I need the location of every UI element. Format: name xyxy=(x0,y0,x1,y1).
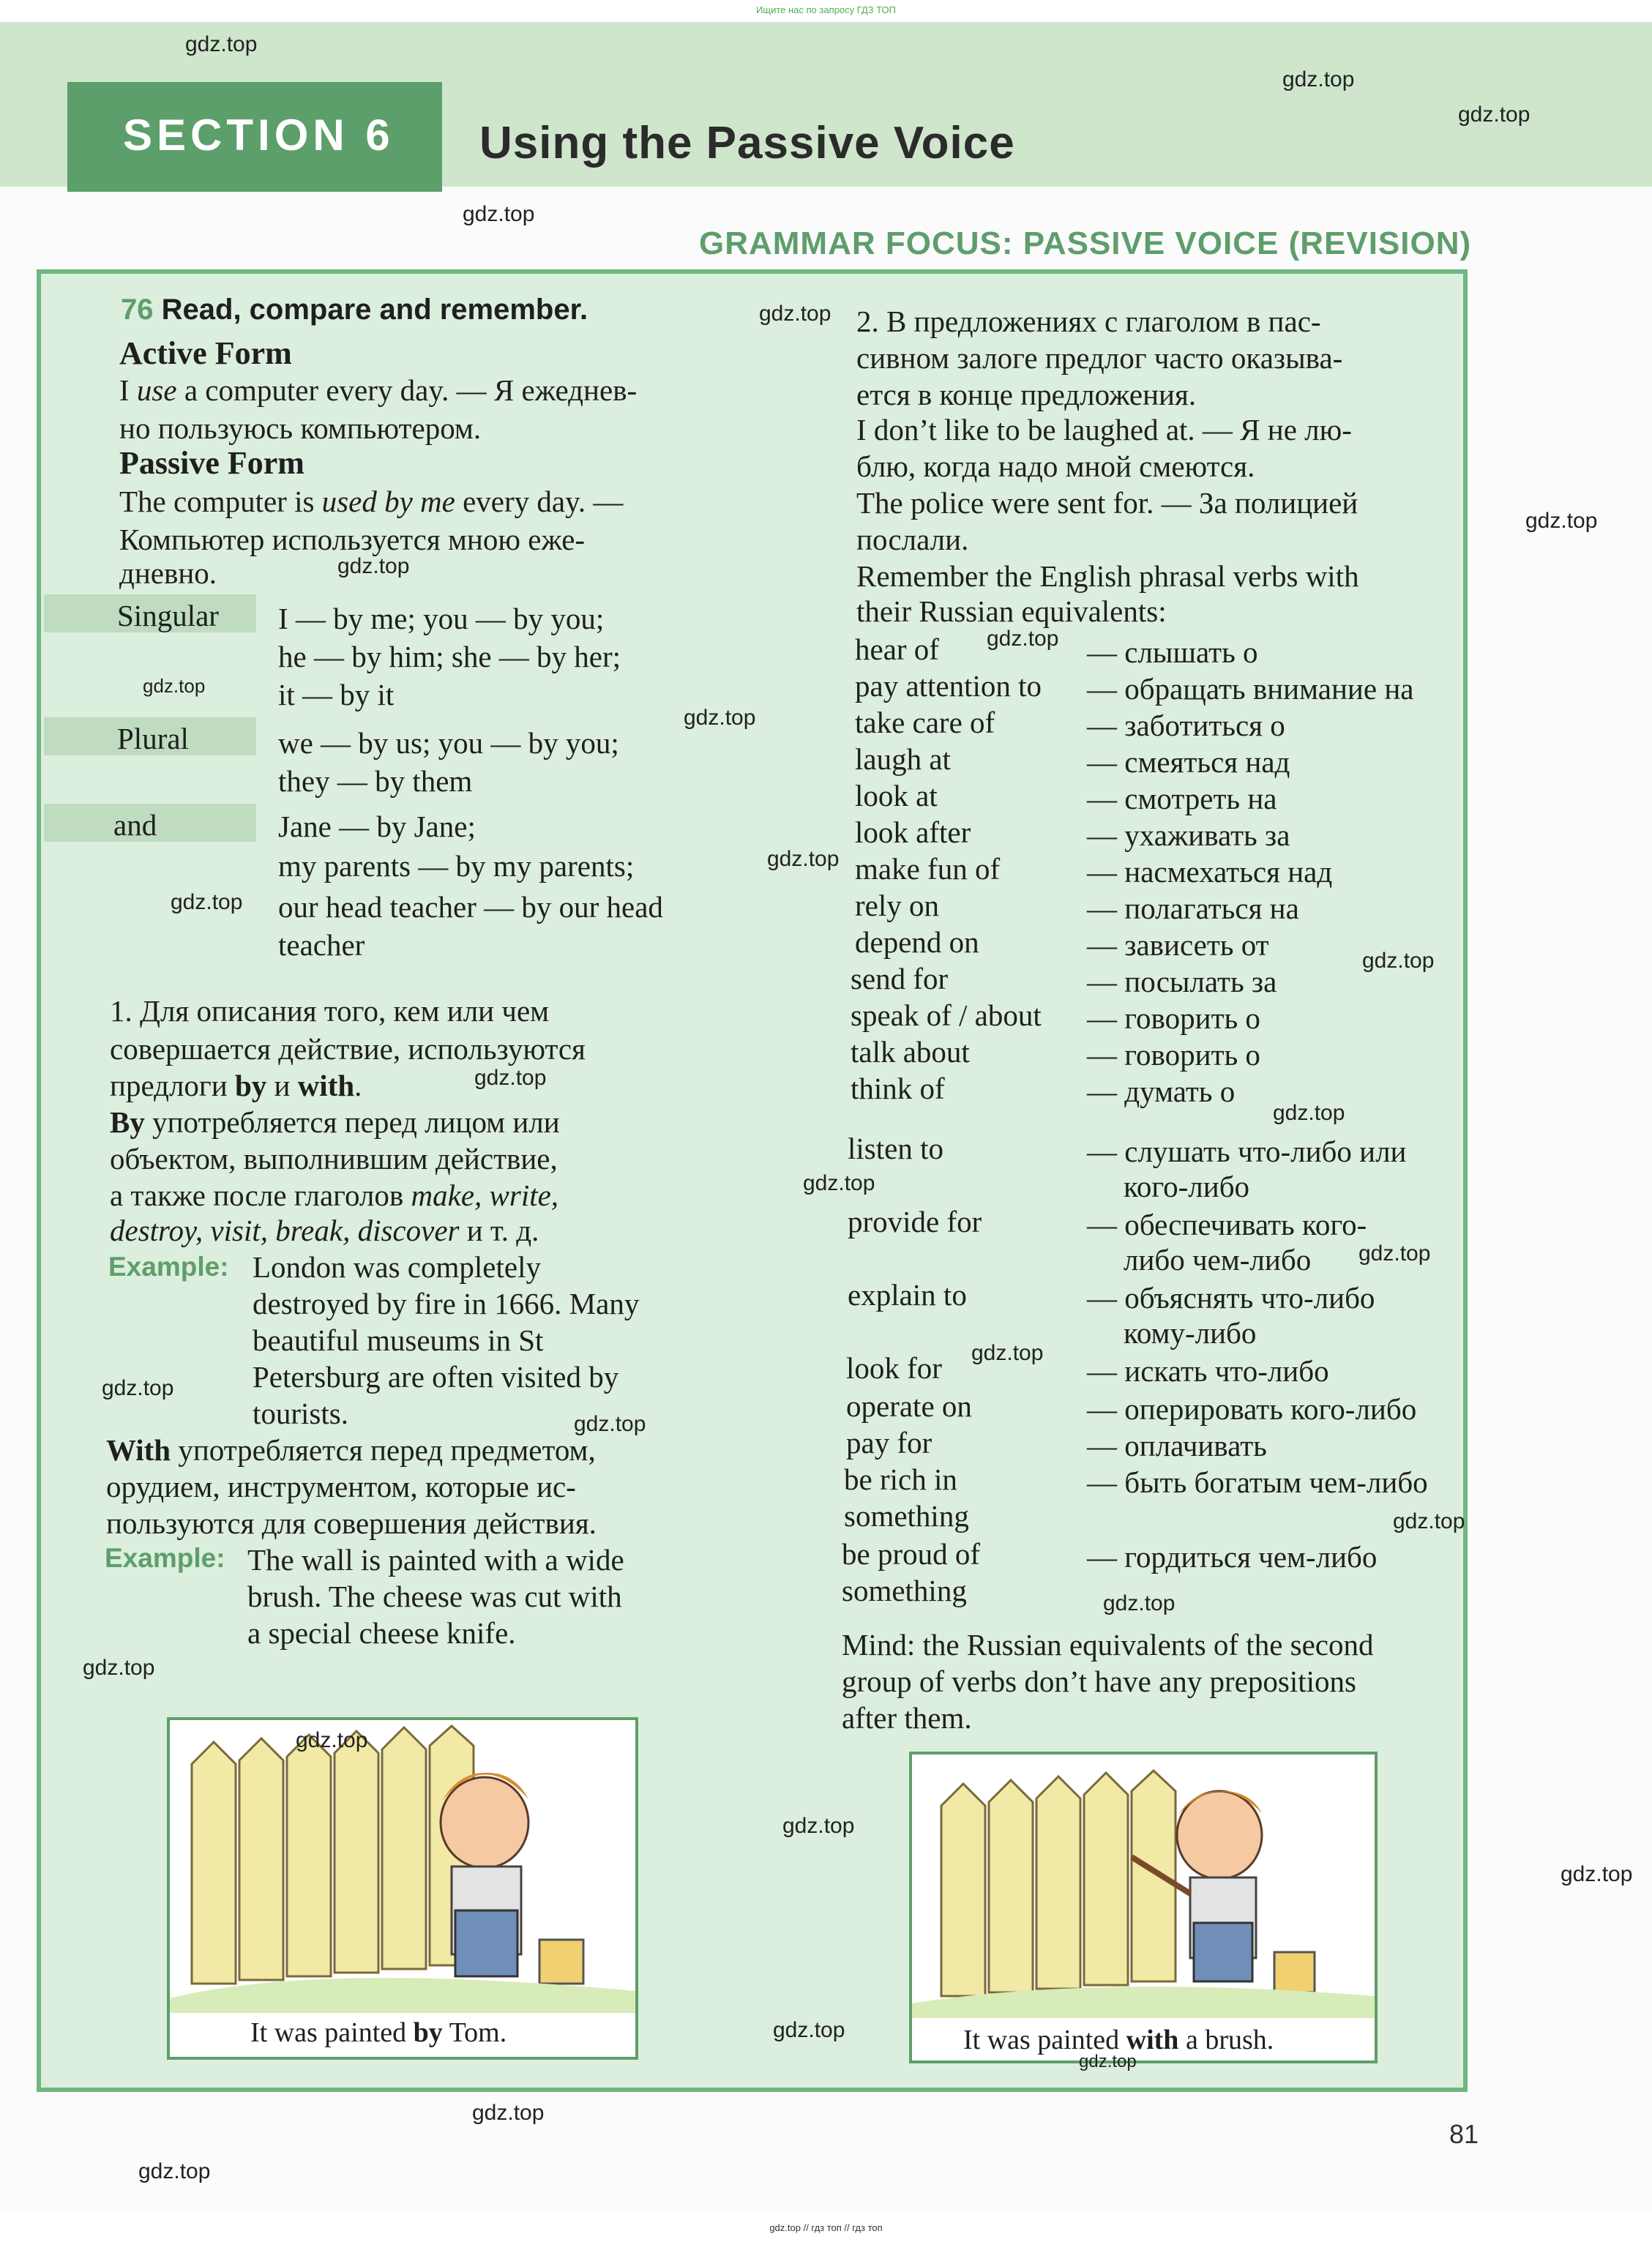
verb-ru: — ухаживать за xyxy=(1087,818,1290,852)
watermark: gdz.top xyxy=(1103,1591,1176,1615)
example1-line-1: London was completely xyxy=(253,1250,541,1284)
note2-line-8: Remember the English phrasal verbs with xyxy=(856,559,1359,593)
verb-ru: — зависеть от xyxy=(1087,928,1269,962)
verb-en: look after xyxy=(855,815,971,849)
watermark: gdz.top xyxy=(1079,2052,1137,2071)
and-line-2: my parents — by my parents; xyxy=(278,849,635,883)
page-number: 81 xyxy=(1449,2119,1479,2149)
note2-line-6: The police were sent for. — За полицией xyxy=(856,486,1358,520)
verb-ru: — думать о xyxy=(1087,1075,1236,1108)
verb-en: hear of xyxy=(855,632,939,666)
and-line-1: Jane — by Jane; xyxy=(278,810,476,843)
watermark: gdz.top xyxy=(1393,1509,1465,1533)
watermark: gdz.top xyxy=(1525,509,1598,533)
watermark: gdz.top xyxy=(971,1341,1044,1365)
passive-form-heading: Passive Form xyxy=(119,445,304,481)
note2-line-4: I don’t like to be laughed at. — Я не лю- xyxy=(856,413,1352,446)
singular-line-2: he — by him; she — by her; xyxy=(278,640,621,673)
watermark: gdz.top xyxy=(296,1728,368,1752)
verb2-ru-cont: кому-либо xyxy=(1124,1316,1257,1350)
verb3-en: operate on xyxy=(846,1389,972,1423)
verb-ru: — смеяться над xyxy=(1087,745,1290,779)
with-line-1: With употребляется перед предметом, xyxy=(106,1433,596,1467)
example2-line-1: The wall is painted with a wide xyxy=(247,1543,624,1577)
mind-line-3: after them. xyxy=(842,1701,972,1735)
verb3-ru: — оперировать кого-либо xyxy=(1087,1392,1417,1426)
verb-en: make fun of xyxy=(855,852,1001,886)
illustration-boy-brush xyxy=(909,1752,1378,2063)
verb3-ru: — быть богатым чем-либо xyxy=(1087,1465,1428,1499)
verb3-en: pay for xyxy=(846,1426,932,1460)
watermark: gdz.top xyxy=(767,847,840,871)
verb-en: talk about xyxy=(851,1035,970,1069)
passive-line-2: Компьютер используется мною еже- xyxy=(119,523,586,556)
passive-line-1: The computer is used by me every day. — xyxy=(119,485,624,518)
watermark: gdz.top xyxy=(803,1171,875,1195)
verb3-en: look for xyxy=(846,1351,942,1385)
and-line-3: our head teacher — by our head xyxy=(278,890,663,924)
boy-fence-drawing xyxy=(170,1720,635,2013)
verb2-ru-cont: кого-либо xyxy=(1124,1170,1250,1203)
illustration-boy-painting xyxy=(167,1717,638,2060)
note2-line-9: their Russian equivalents: xyxy=(856,594,1167,628)
verb-en: depend on xyxy=(855,925,979,959)
watermark: gdz.top xyxy=(1358,1241,1431,1266)
caption-by-tom: It was painted by Tom. xyxy=(250,2017,507,2048)
singular-line-1: I — by me; you — by you; xyxy=(278,602,605,635)
page-title: Using the Passive Voice xyxy=(479,118,1015,168)
watermark: gdz.top xyxy=(337,554,410,578)
bottom-note: gdz.top // гдз топ // гдз топ xyxy=(769,2222,883,2233)
passive-line-3: дневно. xyxy=(119,556,217,590)
mind-line-1: Mind: the Russian equivalents of the second xyxy=(842,1628,1374,1662)
watermark: gdz.top xyxy=(138,2159,211,2183)
example2-line-3: a special cheese knife. xyxy=(247,1616,516,1650)
watermark: gdz.top xyxy=(1561,1862,1633,1886)
watermark: gdz.top xyxy=(83,1656,155,1680)
verb-en: look at xyxy=(855,779,938,812)
verb-ru: — насмехаться над xyxy=(1087,855,1333,889)
verb-ru: — говорить о xyxy=(1087,1001,1260,1035)
verb3-ru: — оплачивать xyxy=(1087,1429,1267,1462)
verb-en: laugh at xyxy=(855,742,951,776)
exercise-instruction: Read, compare and remember. xyxy=(161,294,588,326)
verb-ru: — смотреть на xyxy=(1087,782,1277,815)
watermark: gdz.top xyxy=(1458,102,1530,127)
note1-line-3: предлоги by и with. xyxy=(110,1069,362,1102)
plural-line-1: we — by us; you — by you; xyxy=(278,726,619,760)
verb2-en: explain to xyxy=(848,1278,967,1312)
watermark: gdz.top xyxy=(463,202,535,226)
example1-line-2: destroyed by fire in 1666. Many xyxy=(253,1287,640,1320)
verb2-ru: — объяснять что-либо xyxy=(1087,1281,1375,1315)
verb-ru: — слышать о xyxy=(1087,635,1258,669)
note2-line-2: сивном залоге предлог часто оказыва- xyxy=(856,341,1343,375)
note2-line-5: блю, когда надо мной смеются. xyxy=(856,449,1255,483)
plural-label: Plural xyxy=(117,722,189,755)
watermark: gdz.top xyxy=(987,627,1059,651)
by-line-3: а также после глаголов make, write, xyxy=(110,1178,559,1212)
active-form-heading: Active Form xyxy=(119,335,292,371)
watermark: gdz.top xyxy=(171,890,243,914)
caption-with-brush: It was painted with a brush. xyxy=(963,2025,1274,2055)
verb-ru: — обращать внимание на xyxy=(1087,672,1414,706)
verb-ru: — заботиться о xyxy=(1087,709,1285,742)
by-line-4: destroy, visit, break, discover и т. д. xyxy=(110,1214,539,1247)
watermark: gdz.top xyxy=(782,1814,855,1838)
watermark: gdz.top xyxy=(684,706,756,730)
note1-line-1: 1. Для описания того, кем или чем xyxy=(110,994,550,1028)
top-note: Ищите нас по запросу ГДЗ ТОП xyxy=(756,4,896,15)
verb-ru: — посылать за xyxy=(1087,965,1277,998)
verb2-ru: — слушать что-либо или xyxy=(1087,1135,1407,1168)
verb3-en: something xyxy=(844,1499,969,1533)
active-line-2: но пользуюсь компьютером. xyxy=(119,411,482,445)
watermark: gdz.top xyxy=(474,1066,547,1090)
example1-line-5: tourists. xyxy=(253,1397,348,1430)
exercise-heading xyxy=(121,291,588,328)
verb2-ru: — обеспечивать кого- xyxy=(1087,1208,1367,1241)
watermark: gdz.top xyxy=(759,302,831,326)
verb-ru: — полагаться на xyxy=(1087,892,1299,925)
watermark: gdz.top xyxy=(143,675,206,697)
watermark: gdz.top xyxy=(773,2018,845,2042)
verb-en: send for xyxy=(851,962,949,995)
verb3-en: something xyxy=(842,1574,967,1607)
section-label: SECTION 6 xyxy=(123,111,395,160)
verb-en: pay attention to xyxy=(855,669,1042,703)
mind-line-2: group of verbs don’t have any prepositions xyxy=(842,1664,1356,1698)
note1-line-2: совершается действие, используются xyxy=(110,1032,586,1066)
by-line-1: By употребляется перед лицом или xyxy=(110,1105,560,1139)
exercise-number: 76 xyxy=(121,294,154,326)
grammar-focus-heading: GRAMMAR FOCUS: PASSIVE VOICE (REVISION) xyxy=(699,225,1472,261)
verb-en: rely on xyxy=(855,889,939,922)
verb2-en: provide for xyxy=(848,1205,982,1238)
verb-en: take care of xyxy=(855,706,995,739)
example1-line-3: beautiful museums in St xyxy=(253,1323,544,1357)
by-line-2: объектом, выполнившим действие, xyxy=(110,1142,558,1176)
boy-brush-drawing xyxy=(912,1755,1375,2018)
watermark: gdz.top xyxy=(102,1376,174,1400)
watermark: gdz.top xyxy=(185,32,258,56)
verb-en: speak of / about xyxy=(851,998,1042,1032)
watermark: gdz.top xyxy=(574,1412,646,1436)
with-line-2: орудием, инструментом, которые ис- xyxy=(106,1470,576,1503)
note2-line-3: ется в конце предложения. xyxy=(856,378,1197,411)
example-label-2: Example: xyxy=(105,1543,225,1573)
example-label: Example: xyxy=(108,1252,229,1282)
verb-ru: — говорить о xyxy=(1087,1038,1260,1072)
example1-line-4: Petersburg are often visited by xyxy=(253,1360,619,1394)
singular-line-3: it — by it xyxy=(278,678,395,711)
plural-line-2: they — by them xyxy=(278,764,473,798)
watermark: gdz.top xyxy=(1282,67,1355,91)
note2-line-7: послали. xyxy=(856,523,969,556)
watermark: gdz.top xyxy=(472,2101,545,2125)
and-label: and xyxy=(113,808,157,842)
verb3-en: be proud of xyxy=(842,1537,981,1571)
verb3-ru: — искать что-либо xyxy=(1087,1354,1329,1388)
verb2-ru-cont: либо чем-либо xyxy=(1124,1243,1312,1277)
verb3-en: be rich in xyxy=(844,1462,957,1496)
verb2-en: listen to xyxy=(848,1132,943,1165)
active-line-1: I use a computer every day. — Я ежеднев- xyxy=(119,373,638,407)
verb-en: think of xyxy=(851,1072,945,1105)
watermark: gdz.top xyxy=(1273,1101,1345,1125)
and-line-4: teacher xyxy=(278,928,365,962)
watermark: gdz.top xyxy=(1362,949,1435,973)
example2-line-2: brush. The cheese was cut with xyxy=(247,1580,622,1613)
note2-line-1: 2. В предложениях с глаголом в пас- xyxy=(856,304,1321,338)
verb3-ru: — гордиться чем-либо xyxy=(1087,1540,1378,1574)
singular-label: Singular xyxy=(117,599,219,632)
with-line-3: пользуются для совершения действия. xyxy=(106,1506,597,1540)
